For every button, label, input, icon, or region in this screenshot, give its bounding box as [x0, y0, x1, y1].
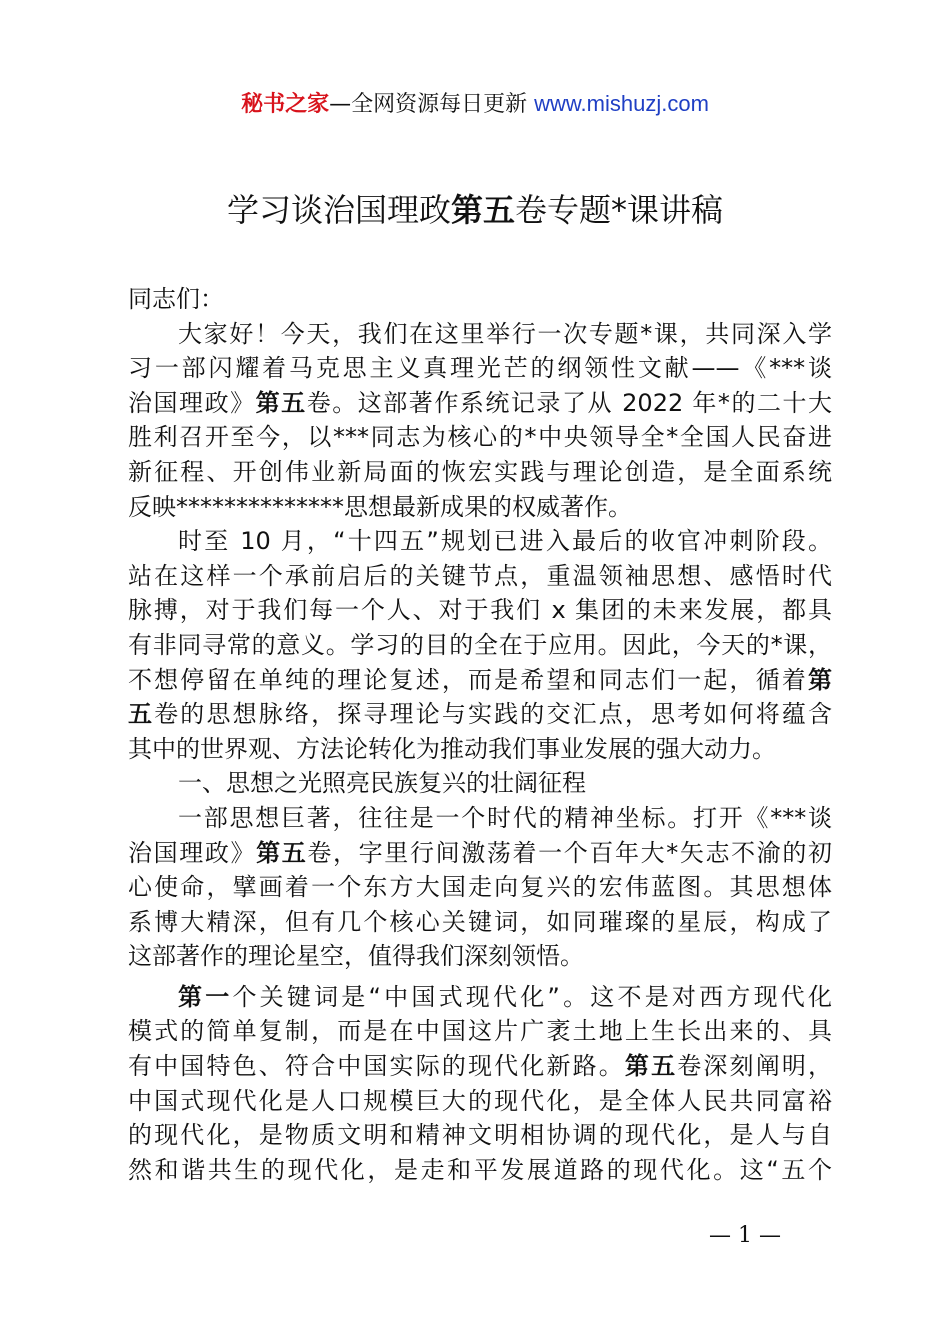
section-heading: 一、思想之光照亮民族复兴的壮阔征程	[178, 769, 586, 798]
text-line	[128, 697, 832, 732]
page-number: — 1 —	[709, 1223, 781, 1248]
text-run: 治国理政》	[128, 388, 256, 417]
bold-run: 第一	[178, 982, 233, 1011]
text-line: 反映**************思想最新成果的权威著作。	[128, 492, 632, 521]
text-line: 胜利召开至今，以***同志为核心的*中央领导全*全国人民奋进	[128, 423, 832, 452]
site-header	[0, 88, 950, 121]
bold-run: 五	[128, 700, 155, 729]
title-part-1: 学习谈治国理政	[226, 191, 451, 229]
bold-run: 第五	[624, 1052, 678, 1081]
text-run: 治国理政》	[128, 838, 257, 867]
text-line: 这部著作的理论星空，值得我们深刻领悟。	[128, 942, 584, 971]
text-run: 卷的思想脉络，探寻理论与实践的交汇点，思考如何将蕴含	[154, 700, 833, 729]
bold-run: 第五	[256, 838, 308, 867]
text-run: 有中国特色、符合中国实际的现代化新路。	[128, 1052, 625, 1081]
text-line: 脉搏，对于我们每一个人、对于我们 x 集团的未来发展，都具	[128, 596, 832, 625]
text-line: 其中的世界观、方法论转化为推动我们事业发展的强大动力。	[128, 734, 776, 763]
text-line: 站在这样一个承前启后的关键节点，重温领袖思想、感悟时代	[128, 561, 832, 590]
text-line	[128, 980, 832, 1015]
text-line: 有非同寻常的意义。学习的目的全在于应用。因此，今天的*课，	[128, 630, 832, 659]
text-line: 系博大精深，但有几个核心关键词，如同璀璨的星辰，构成了	[128, 907, 832, 936]
bold-run: 第五	[255, 388, 307, 417]
text-line: 同志们：	[128, 285, 224, 313]
text-line	[128, 386, 832, 421]
text-run: 卷深刻阐明，	[677, 1052, 833, 1081]
bold-run: 第	[808, 665, 832, 694]
document-title	[0, 188, 950, 232]
site-url-link[interactable]: www.mishuzj.com	[534, 91, 709, 116]
text-line	[128, 663, 832, 698]
text-line: 习一部闪耀着马克思主义真理光芒的纲领性文献——《***谈	[128, 354, 832, 383]
text-line	[128, 1049, 832, 1084]
text-run: 卷。这部著作系统记录了从 2022 年*的二十大	[306, 388, 833, 417]
text-line: 时至 10 月，“十四五”规划已进入最后的收官冲刺阶段。	[178, 527, 832, 556]
title-bold: 第五	[450, 191, 515, 229]
header-tagline: —全网资源每日更新	[329, 92, 528, 117]
document-body	[128, 282, 832, 1187]
text-line: 然和谐共生的现代化，是走和平发展道路的现代化。这“五个	[128, 1155, 832, 1184]
text-line: 大家好！今天，我们在这里举行一次专题*课，共同深入学	[178, 319, 832, 348]
title-part-2: 卷专题*课讲稿	[515, 191, 724, 229]
text-run: 卷，字里行间激荡着一个百年大*矢志不渝的初	[307, 838, 833, 867]
text-line: 新征程、开创伟业新局面的恢宏实践与理论创造，是全面系统	[128, 457, 832, 486]
text-line: 中国式现代化是人口规模巨大的现代化，是全体人民共同富裕	[128, 1086, 832, 1115]
text-run: 不想停留在单纯的理论复述，而是希望和同志们一起，循着	[128, 665, 808, 694]
text-line	[128, 836, 832, 871]
text-line: 模式的简单复制，而是在中国这片广袤土地上生长出来的、具	[128, 1017, 832, 1046]
text-line: 一部思想巨著，往往是一个时代的精神坐标。打开《***谈	[178, 803, 832, 832]
text-line: 心使命，擘画着一个东方大国走向复兴的宏伟蓝图。其思想体	[128, 873, 832, 902]
brand-name: 秘书之家	[241, 92, 330, 117]
text-run: 个关键词是“中国式现代化”。这不是对西方现代化	[232, 982, 833, 1011]
text-line: 的现代化，是物质文明和精神文明相协调的现代化，是人与自	[128, 1121, 832, 1150]
